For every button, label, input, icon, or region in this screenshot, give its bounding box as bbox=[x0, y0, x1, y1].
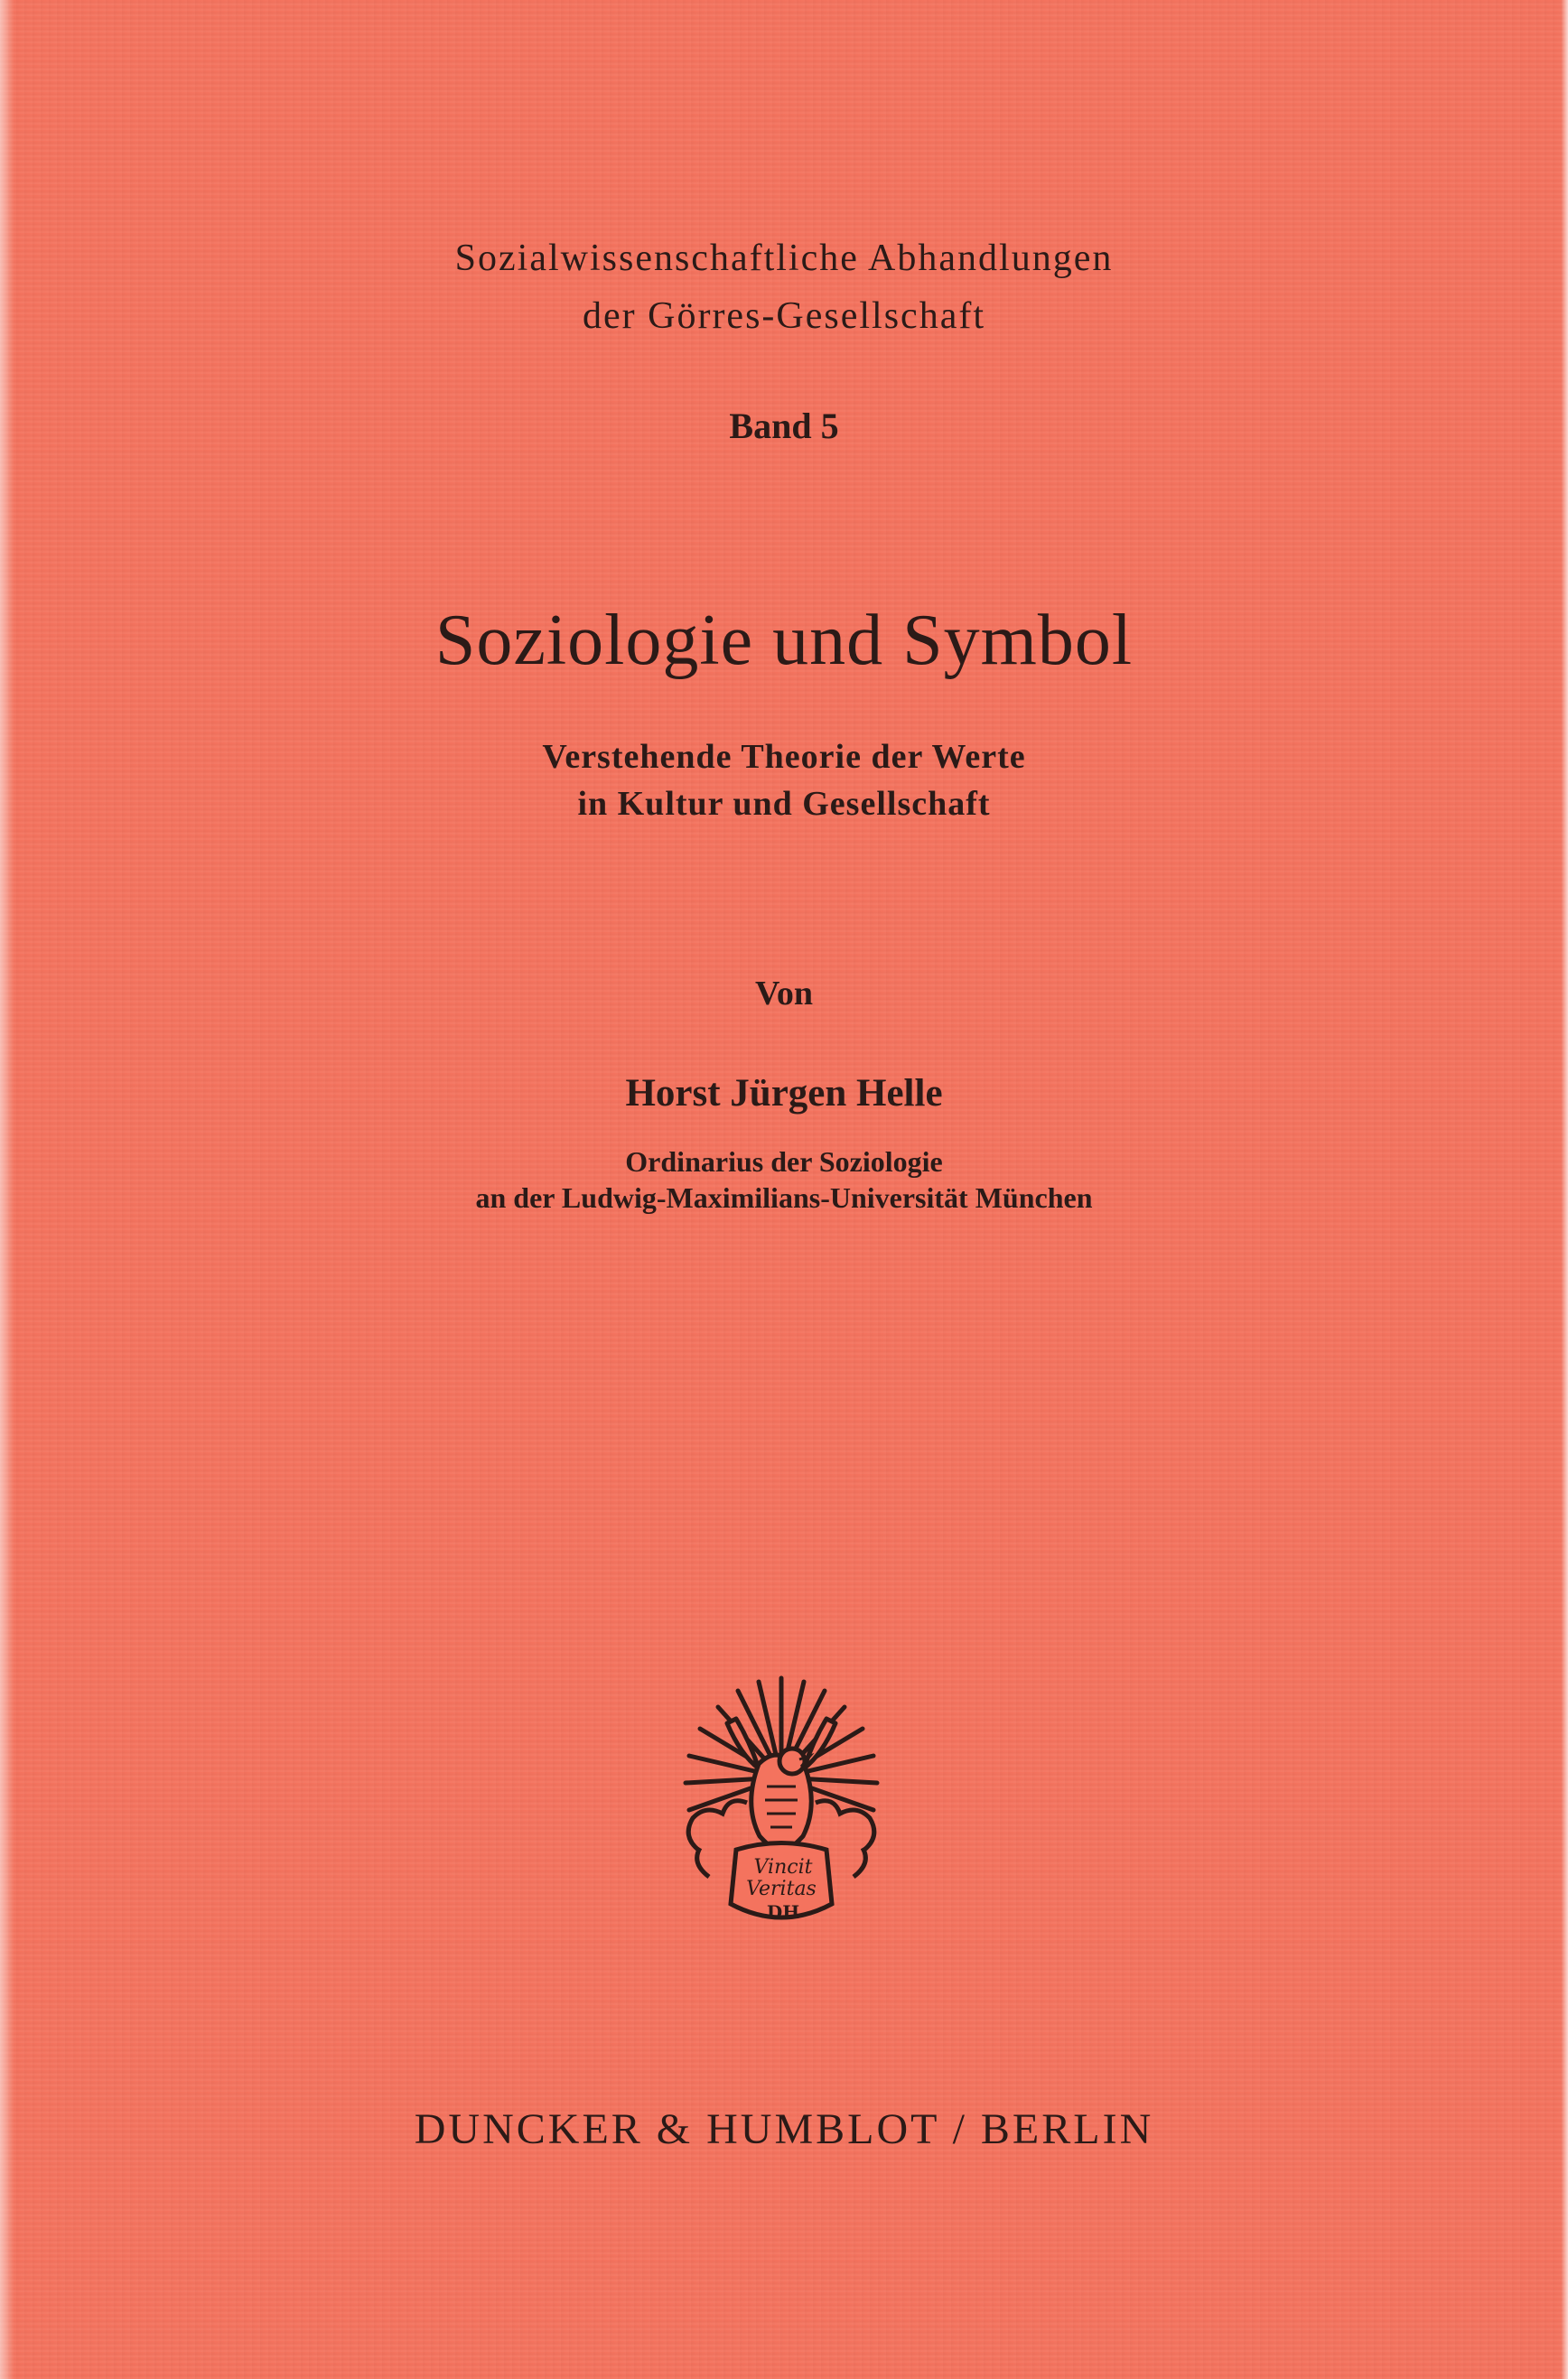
emblem-monogram: DH bbox=[766, 1901, 800, 1923]
eagle-emblem-icon bbox=[673, 1669, 890, 1931]
volume-number: Band 5 bbox=[729, 406, 839, 446]
emblem-motto-1: Vincit bbox=[753, 1856, 813, 1879]
by-label: Von bbox=[754, 975, 814, 1012]
book-title: Soziologie und Symbol bbox=[434, 601, 1134, 680]
publisher-name: DUNCKER & HUMBLOT / BERLIN bbox=[414, 2105, 1154, 2153]
series-title-line-1: Sozialwissenschaftliche Abhandlungen bbox=[454, 238, 1114, 279]
author-affiliation-line-2: an der Ludwig-Maximilians-Universität München bbox=[475, 1181, 1093, 1214]
author-name: Horst Jürgen Helle bbox=[625, 1072, 943, 1115]
series-title-line-2: der Görres-Gesellschaft bbox=[583, 295, 985, 337]
author-affiliation-line-1: Ordinarius der Soziologie bbox=[625, 1145, 943, 1178]
book-subtitle-line-1: Verstehende Theorie der Werte bbox=[542, 738, 1026, 776]
emblem-motto-2: Veritas bbox=[746, 1878, 817, 1900]
book-subtitle-line-2: in Kultur und Gesellschaft bbox=[577, 785, 991, 823]
